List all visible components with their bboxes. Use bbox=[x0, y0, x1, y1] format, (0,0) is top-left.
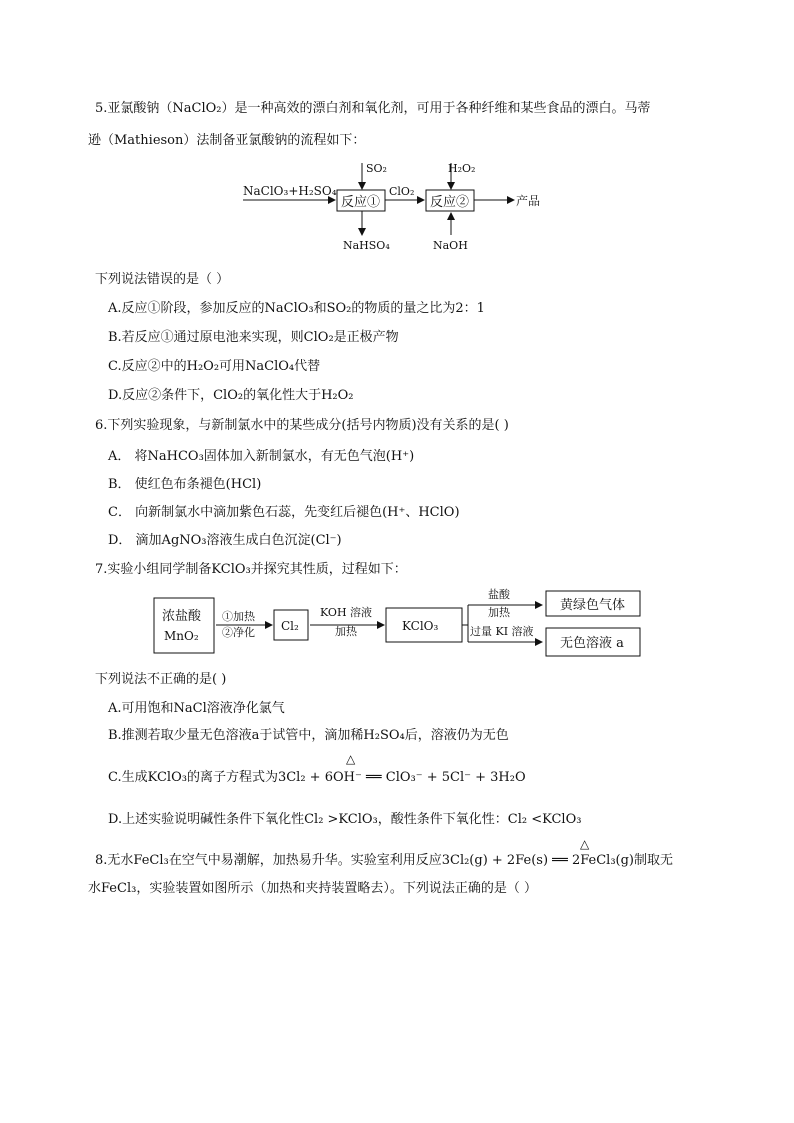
q7-option-c-delta: △ bbox=[346, 752, 356, 766]
q5-so2-label: SO₂ bbox=[366, 162, 387, 175]
q7-option-a: A.可用饱和NaCl溶液净化氯气 bbox=[108, 701, 285, 716]
q6-option-b: B． 使红色布条褪色(HCl) bbox=[108, 477, 262, 492]
q7-down-label: 过量 KI 溶液 bbox=[470, 625, 534, 638]
q7-up-label-b: 加热 bbox=[488, 606, 510, 619]
q6-option-a: A． 将NaHCO₃固体加入新制氯水，有无色气泡(H⁺) bbox=[108, 449, 415, 464]
q7-step2-label-b: 加热 bbox=[335, 625, 357, 638]
q5-reaction1-label: 反应① bbox=[341, 195, 381, 210]
q5-stem-line2: 逊（Mathieson）法制备亚氯酸钠的流程如下： bbox=[88, 133, 366, 148]
q8-stem-line2: 水FeCl₃，实验装置如图所示（加热和夹持装置略去）。下列说法正确的是（ ） bbox=[88, 881, 537, 896]
q5-option-b: B.若反应①通过原电池来实现，则ClO₂是正极产物 bbox=[108, 330, 399, 345]
q7-step1-label-b: ②净化 bbox=[222, 626, 255, 639]
q7-start-label-2: MnO₂ bbox=[164, 629, 199, 643]
q7-option-b: B.推测若取少量无色溶液a于试管中，滴加稀H₂SO₄后，溶液仍为无色 bbox=[108, 728, 509, 743]
q5-option-d: D.反应②条件下，ClO₂的氧化性大于H₂O₂ bbox=[108, 388, 354, 403]
q7-kclo3-label: KClO₃ bbox=[402, 619, 439, 633]
q5-clo2-label: ClO₂ bbox=[389, 185, 415, 198]
q5-nahso4-label: NaHSO₄ bbox=[343, 239, 390, 252]
q7-start-box bbox=[154, 598, 214, 653]
q7-yellow-gas-label: 黄绿色气体 bbox=[560, 598, 626, 613]
q5-flow-diagram bbox=[235, 155, 565, 255]
q7-flow-diagram bbox=[150, 588, 650, 660]
q5-option-c: C.反应②中的H₂O₂可用NaClO₄代替 bbox=[108, 359, 321, 374]
q5-input-label: NaClO₃+H₂SO₄ bbox=[243, 184, 337, 198]
q5-reaction2-label: 反应② bbox=[430, 195, 470, 210]
q5-stem-line1: 5.亚氯酸钠（NaClO₂）是一种高效的漂白剂和氧化剂，可用于各种纤维和某些食品的漂白。马蒂 bbox=[95, 101, 651, 116]
q7-option-c: C.生成KClO₃的离子方程式为3Cl₂ + 6OH⁻ ══ ClO₃⁻ + 5Cl⁻ + 3H₂O bbox=[108, 770, 526, 785]
q7-question: 下列说法不正确的是( ) bbox=[95, 672, 227, 687]
q6-option-d: D． 滴加AgNO₃溶液生成白色沉淀(Cl⁻) bbox=[108, 533, 342, 548]
q8-delta: △ bbox=[580, 837, 590, 851]
q7-solution-label: 无色溶液 a bbox=[560, 636, 624, 651]
q7-stem: 7.实验小组同学制备KClO₃并探究其性质，过程如下： bbox=[95, 562, 407, 577]
q7-up-label-a: 盐酸 bbox=[488, 588, 510, 601]
q5-question: 下列说法错误的是（ ） bbox=[95, 272, 230, 287]
q6-stem: 6.下列实验现象，与新制氯水中的某些成分(括号内物质)没有关系的是( ) bbox=[95, 418, 509, 433]
q7-step1-label-a: ①加热 bbox=[222, 610, 255, 623]
q5-product-label: 产品 bbox=[516, 194, 541, 208]
q8-stem-line1: 8.无水FeCl₃在空气中易潮解，加热易升华。实验室利用反应3Cl₂(g) + 2Fe(s) ══ 2FeCl₃(g)制取无 bbox=[95, 853, 673, 868]
q7-option-d: D.上述实验说明碱性条件下氧化性Cl₂ >KClO₃，酸性条件下氧化性：Cl₂ <KClO₃ bbox=[108, 812, 582, 827]
q7-start-label-1: 浓盐酸 bbox=[162, 609, 202, 624]
q7-step2-label-a: KOH 溶液 bbox=[320, 606, 373, 619]
q6-option-c: C． 向新制氯水中滴加紫色石蕊，先变红后褪色(H⁺、HClO) bbox=[108, 505, 460, 520]
q5-naoh-label: NaOH bbox=[433, 239, 468, 252]
q5-option-a: A.反应①阶段，参加反应的NaClO₃和SO₂的物质的量之比为2：1 bbox=[108, 301, 485, 316]
q5-h2o2-label: H₂O₂ bbox=[448, 162, 476, 175]
q7-cl2-label: Cl₂ bbox=[281, 619, 299, 633]
